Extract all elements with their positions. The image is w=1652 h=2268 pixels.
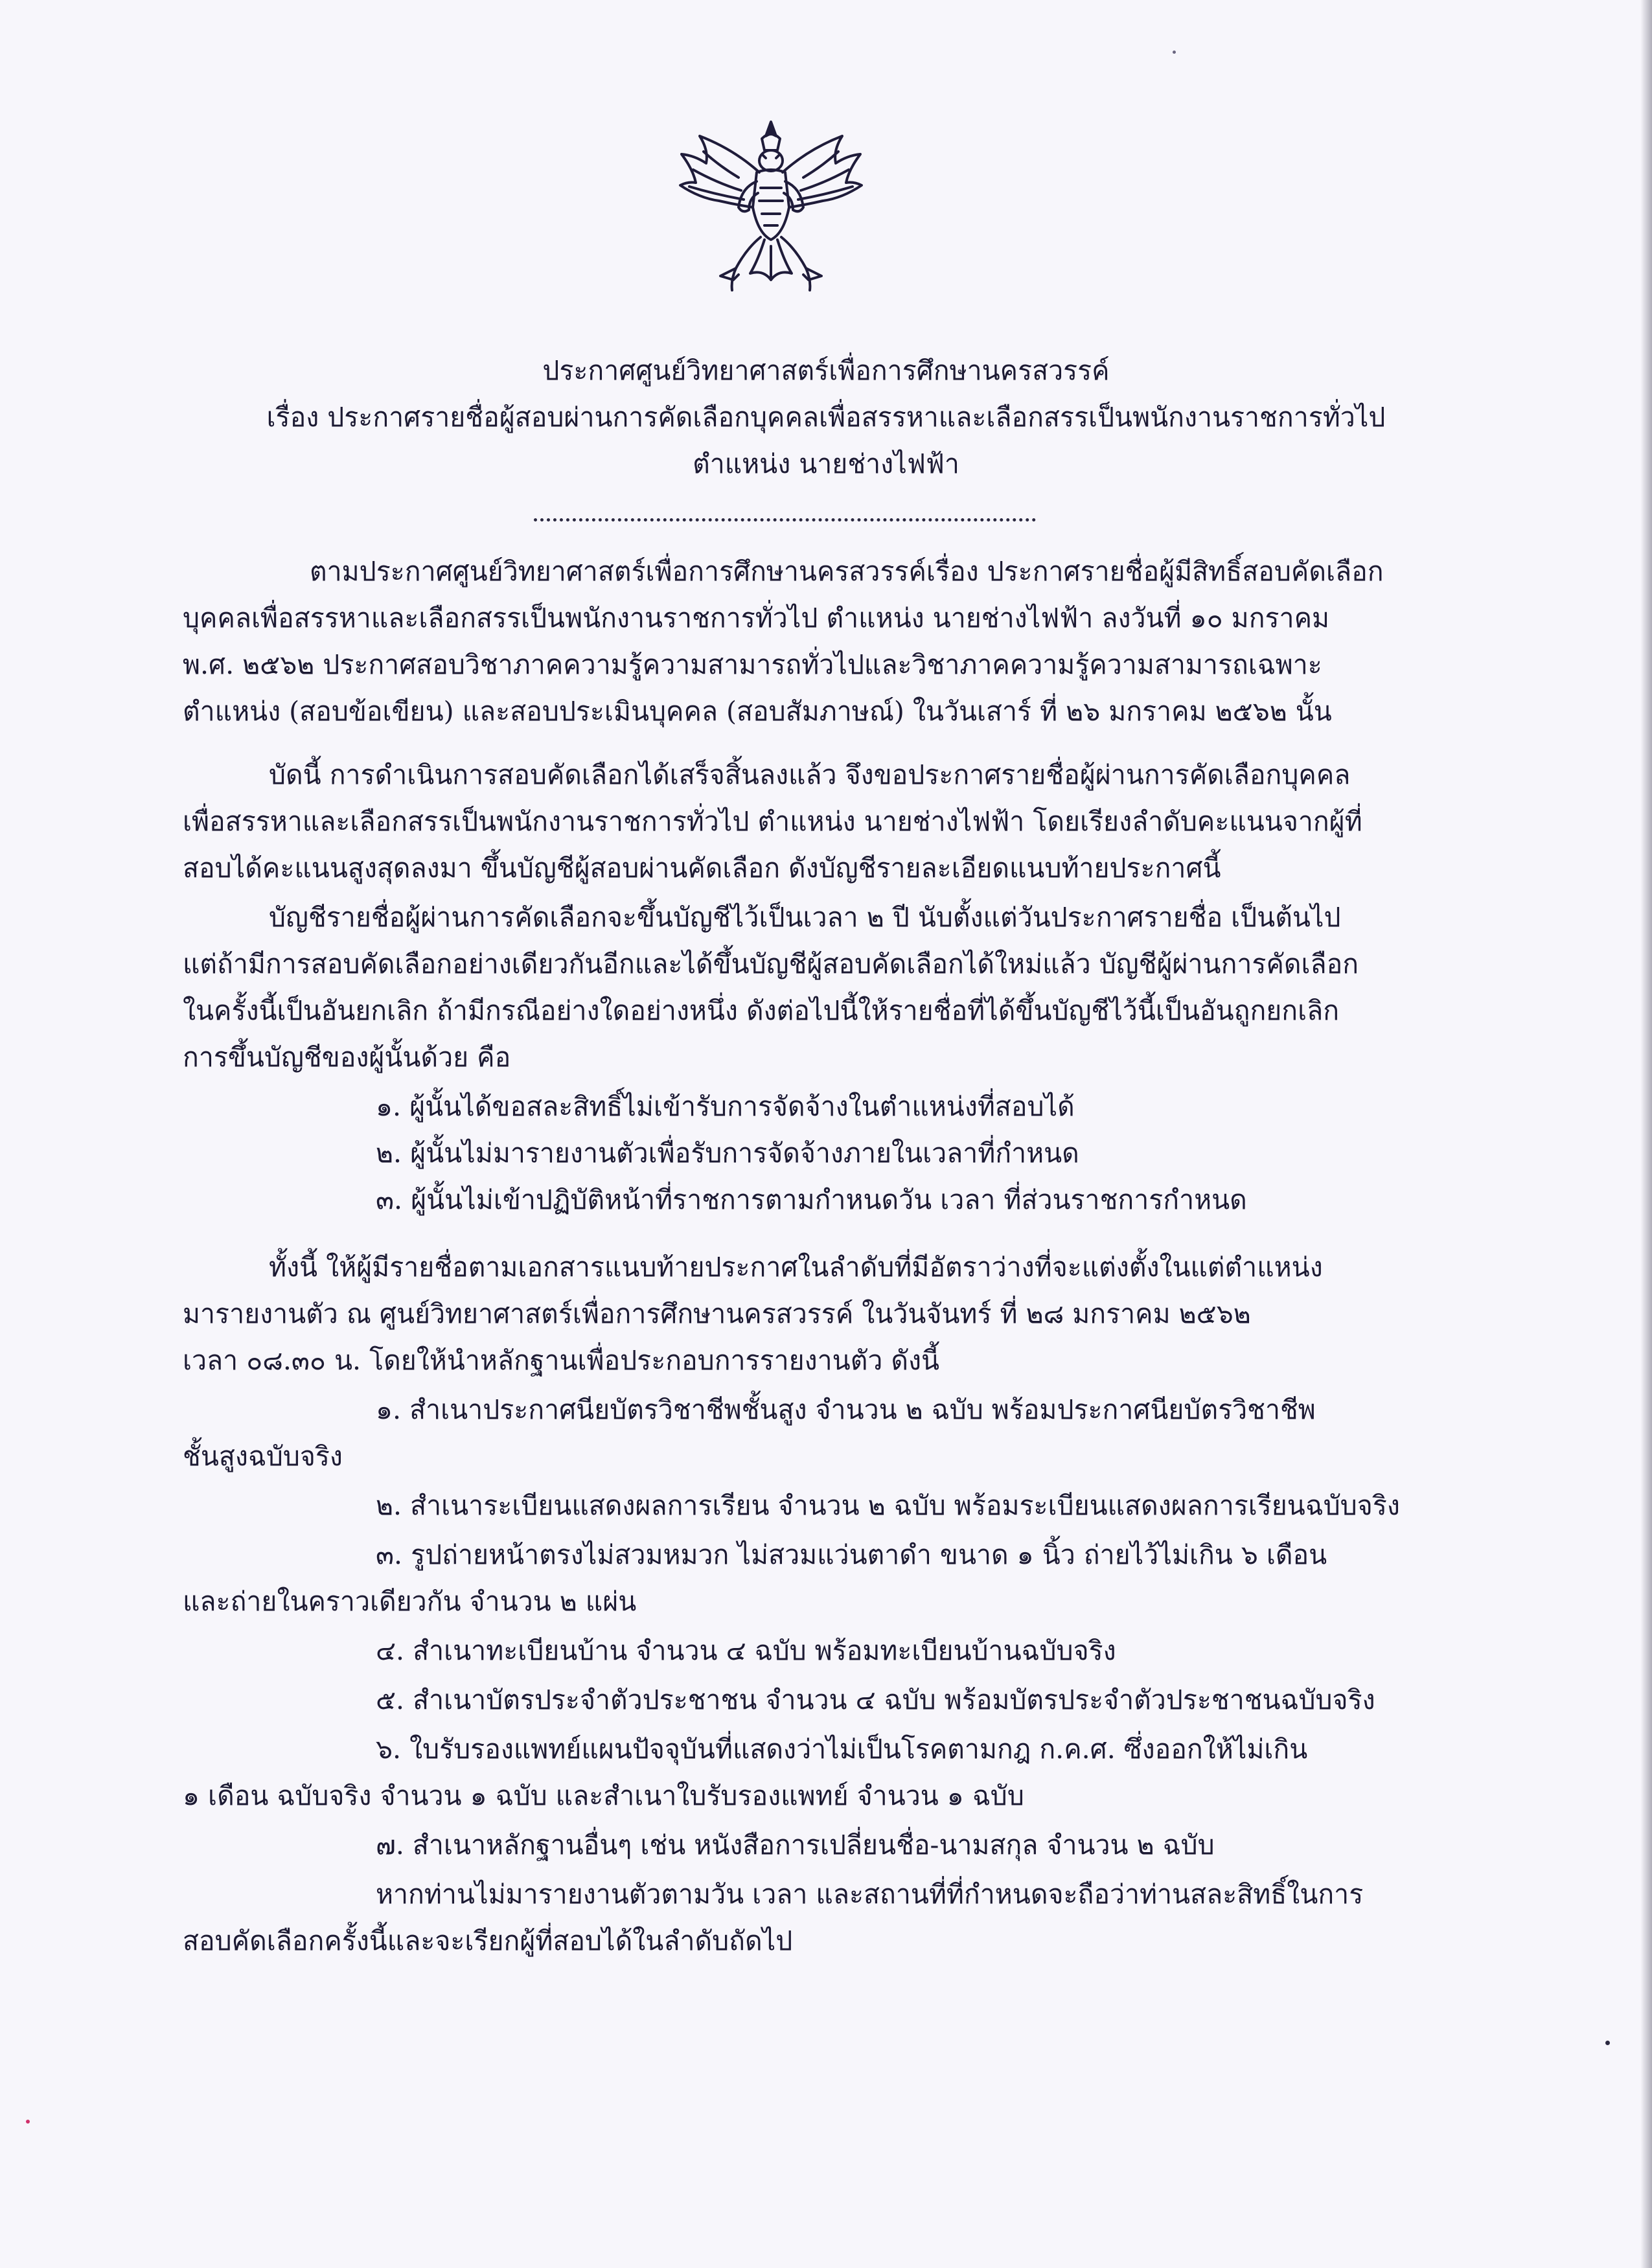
list-item: ๒. ผู้นั้นไม่มารายงานตัวเพื่อรับการจัดจ้างภายในเวลาที่กำหนด — [376, 1138, 1079, 1169]
title-divider — [534, 512, 1036, 521]
scan-speck — [1605, 2041, 1610, 2045]
paragraph-line: พ.ศ. ๒๕๖๒ ประกาศสอบวิชาภาคความรู้ความสามารถทั่วไปและวิชาภาคความรู้ความสามารถเฉพาะ — [183, 649, 1322, 680]
paragraph-line: การขึ้นบัญชีของผู้นั้นด้วย คือ — [183, 1042, 511, 1073]
list-item: ๔. สำเนาทะเบียนบ้าน จำนวน ๔ ฉบับ พร้อมทะเบียนบ้านฉบับจริง — [376, 1635, 1116, 1666]
paragraph-line: ในครั้งนี้เป็นอันยกเลิก ถ้ามีกรณีอย่างใดอย่างหนึ่ง ดังต่อไปนี้ให้รายชื่อที่ได้ขึ้นบัญชีไว้นี้เป็นอันถูกยกเลิก — [183, 995, 1340, 1026]
document-subject: เรื่อง ประกาศรายชื่อผู้สอบผ่านการคัดเลือกบุคคลเพื่อสรรหาและเลือกสรรเป็นพนักงานราชการทั่วไป — [266, 402, 1386, 433]
list-item-continuation: และถ่ายในคราวเดียวกัน จำนวน ๒ แผ่น — [183, 1586, 637, 1617]
list-item: ๑. สำเนาประกาศนียบัตรวิชาชีพชั้นสูง จำนวน ๒ ฉบับ พร้อมประกาศนียบัตรวิชาชีพ — [376, 1394, 1316, 1425]
paragraph-line: ตำแหน่ง (สอบข้อเขียน) และสอบประเมินบุคคล (สอบสัมภาษณ์) ในวันเสาร์ ที่ ๒๖ มกราคม ๒๕๖๒ นั้น — [183, 696, 1332, 727]
scan-edge-shadow — [1640, 0, 1652, 2268]
paragraph-line: บุคคลเพื่อสรรหาและเลือกสรรเป็นพนักงานราชการทั่วไป ตำแหน่ง นายช่างไฟฟ้า ลงวันที่ ๑๐ มกราคม — [183, 602, 1330, 634]
document-position: ตำแหน่ง นายช่างไฟฟ้า — [693, 448, 959, 479]
list-item: ๑. ผู้นั้นได้ขอสละสิทธิ์ไม่เข้ารับการจัดจ้างในตำแหน่งที่สอบได้ — [376, 1091, 1075, 1122]
list-item-continuation: ๑ เดือน ฉบับจริง จำนวน ๑ ฉบับ และสำเนาใบรับรองแพทย์ จำนวน ๑ ฉบับ — [183, 1780, 1024, 1811]
paragraph-line: บัดนี้ การดำเนินการสอบคัดเลือกได้เสร็จสิ้นลงแล้ว จึงขอประกาศรายชื่อผู้ผ่านการคัดเลือกบุคคล — [269, 759, 1351, 790]
paragraph-line: ทั้งนี้ ให้ผู้มีรายชื่อตามเอกสารแนบท้ายประกาศในลำดับที่มีอัตราว่างที่จะแต่งตั้งในแต่ตำแหน่ง — [269, 1252, 1323, 1283]
list-item: ๓. ผู้นั้นไม่เข้าปฏิบัติหน้าที่ราชการตามกำหนดวัน เวลา ที่ส่วนราชการกำหนด — [376, 1184, 1247, 1215]
paragraph-line: แต่ถ้ามีการสอบคัดเลือกอย่างเดียวกันอีกและได้ขึ้นบัญชีผู้สอบคัดเลือกได้ใหม่แล้ว บัญชีผู้ผ่านการคัดเลือก — [183, 948, 1359, 979]
document-title: ประกาศศูนย์วิทยาศาสตร์เพื่อการศึกษานครสวรรค์ — [542, 355, 1110, 386]
scan-speck — [26, 2120, 30, 2124]
paragraph-line: สอบคัดเลือกครั้งนี้และจะเรียกผู้ที่สอบได้ในลำดับถัดไป — [183, 1925, 793, 1956]
list-item: ๕. สำเนาบัตรประจำตัวประชาชน จำนวน ๔ ฉบับ พร้อมบัตรประจำตัวประชาชนฉบับจริง — [376, 1684, 1375, 1715]
list-item: ๒. สำเนาระเบียนแสดงผลการเรียน จำนวน ๒ ฉบับ พร้อมระเบียนแสดงผลการเรียนฉบับจริง — [376, 1490, 1400, 1521]
paragraph-line: หากท่านไม่มารายงานตัวตามวัน เวลา และสถานที่ที่กำหนดจะถือว่าท่านสละสิทธิ์ในการ — [376, 1879, 1364, 1910]
paragraph-line: มารายงานตัว ณ ศูนย์วิทยาศาสตร์เพื่อการศึกษานครสวรรค์ ในวันจันทร์ ที่ ๒๘ มกราคม ๒๕๖๒ — [183, 1298, 1251, 1329]
list-item: ๗. สำเนาหลักฐานอื่นๆ เช่น หนังสือการเปลี่ยนชื่อ-นามสกุล จำนวน ๒ ฉบับ — [376, 1829, 1215, 1861]
paragraph-line: เพื่อสรรหาและเลือกสรรเป็นพนักงานราชการทั่วไป ตำแหน่ง นายช่างไฟฟ้า โดยเรียงลำดับคะแนนจากผู้ที่ — [183, 806, 1362, 837]
garuda-emblem-icon — [674, 110, 868, 304]
list-item: ๓. รูปถ่ายหน้าตรงไม่สวมหมวก ไม่สวมแว่นตาดำ ขนาด ๑ นิ้ว ถ่ายไว้ไม่เกิน ๖ เดือน — [376, 1539, 1327, 1570]
list-item: ๖. ใบรับรองแพทย์แผนปัจจุบันที่แสดงว่าไม่เป็นโรคตามกฎ ก.ค.ศ. ซึ่งออกให้ไม่เกิน — [376, 1734, 1308, 1765]
list-item-continuation: ชั้นสูงฉบับจริง — [183, 1441, 343, 1472]
scan-speck — [1173, 51, 1176, 54]
paragraph-line: บัญชีรายชื่อผู้ผ่านการคัดเลือกจะขึ้นบัญชีไว้เป็นเวลา ๒ ปี นับตั้งแต่วันประกาศรายชื่อ เป็นต้นไป — [269, 902, 1341, 933]
paragraph-line: สอบได้คะแนนสูงสุดลงมา ขึ้นบัญชีผู้สอบผ่านคัดเลือก ดังบัญชีรายละเอียดแนบท้ายประกาศนี้ — [183, 853, 1221, 884]
paragraph-line: เวลา ๐๘.๓๐ น. โดยให้นำหลักฐานเพื่อประกอบการรายงานตัว ดังนี้ — [183, 1345, 940, 1376]
paragraph-line: ตามประกาศศูนย์วิทยาศาสตร์เพื่อการศึกษานครสวรรค์เรื่อง ประกาศรายชื่อผู้มีสิทธิ์สอบคัดเลือก — [310, 556, 1384, 587]
